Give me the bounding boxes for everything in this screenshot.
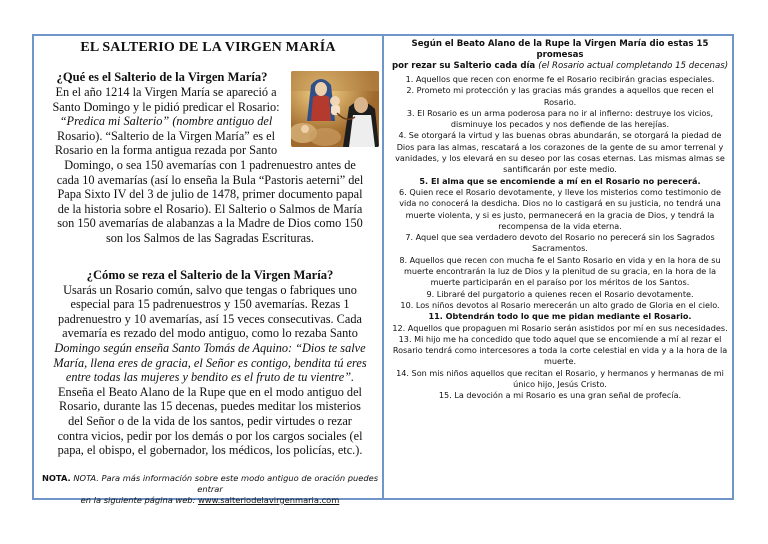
promise-item: 10. Los niños devotos al Rosario merecerán un alto grado de Gloria en el cielo. [400, 299, 720, 310]
website-link[interactable]: www.salteriodelavirgenmaria.com [198, 495, 340, 505]
q2-line: especial para 15 padrenuestros y 150 avemarías. Rezas 1 [70, 297, 350, 312]
q1-line: Papa Sixto IV del 3 de julio de 1478, primer documento papal [57, 187, 363, 202]
q2-line: papa, el obispo, el gobernador, los médicos, los policías, etc.). [57, 443, 363, 458]
promise-item: 1. Aquellos que recen con enorme fe el Rosario recibirán gracias especiales. [405, 74, 715, 84]
q1-section [40, 70, 290, 85]
promises-heading [390, 39, 730, 72]
promise-item: 7. Aquel que sea verdadero devoto del Rosario no perecerá sin los Sagrados Sacramentos. [405, 232, 715, 254]
q1-line: En el año 1214 la Virgen María se apareció a [55, 85, 277, 99]
promises-heading-line1: Según el Beato Alano de la Rupe la Virgen María dio estas 15 promesas [411, 39, 709, 60]
promise-item: 9. Libraré del purgatorio a quienes recen el Rosario devotamente. [426, 288, 694, 299]
promises-heading-italic: (el Rosario actual completando 15 decenas) [538, 61, 729, 71]
promise-item: 5. El alma que se encomiende a mí en el Rosario no perecerá. [419, 175, 701, 186]
q2-line: padrenuestro y 10 avemarías, así 15 veces consecutivas. Cada [58, 311, 362, 326]
left-card [32, 34, 384, 505]
q1-line: Santo Domingo y le pidió predicar el Rosario: [52, 99, 280, 114]
q2-heading: ¿Cómo se reza el Salterio de la Virgen María? [86, 268, 334, 282]
q1-line: cada 10 avemarías (así lo enseña la Bula “Pastoris aeterni” del [56, 172, 364, 187]
q1-line: Domingo, o sea 150 avemarías con 1 padrenuestro antes de [64, 157, 356, 172]
q2-line: Usarás un Rosario común, salvo que tengas o fabriques uno [63, 282, 357, 297]
promise-item: 8. Aquellos que recen con mucha fe el Santo Rosario en vida y en la hora de su muerte encontrarán la luz de Dios y la plenitud de su gracia, en la hora de la muerte participarán en el paraíso por los méritos de los Santos. [399, 254, 721, 288]
q2-section [40, 268, 380, 458]
q1-line-quote: “Predica mi Salterio” (nombre antiguo del [59, 114, 273, 129]
promise-item: 13. Mi hijo me ha concedido que todo aquel que se encomiende a mí al rezar el Rosario tendrá como intercesores a toda la corte celestial en vida y a la hora de la muerte. [392, 333, 728, 367]
right-card [382, 34, 734, 500]
promises-list [390, 74, 730, 402]
q2-line: entre todas las mujeres y bendito es el fruto de tu vientre”. [65, 370, 355, 385]
note-prefix: en la siguiente página web: [80, 495, 199, 505]
promises-heading-bold: por rezar su Salterio cada día [391, 61, 539, 71]
q2-line: del Señor o de la vida de los santos, pedir virtudes o rezar [68, 413, 352, 428]
q1-line: son los Salmos de las Sagradas Escrituras. [106, 230, 314, 245]
q2-line: contra vicios, pedir por los demás o por los cargos sociales (el [57, 428, 363, 443]
q1-line: son 150 avemarías de alabanzas a la Madre de Dios como 150 [57, 216, 363, 231]
note-line: NOTA. Para más información sobre este modo antiguo de oración puedes entrar [73, 473, 379, 494]
q2-line: Rosario, durante las 15 decenas, puedes meditar los misterios [59, 399, 361, 414]
promise-item: 14. Son mis niños aquellos que recitan el Rosario, y hermanos y hermanas de mi único hijo, Jesús Cristo. [396, 367, 724, 390]
promise-item: 12. Aquellos que propaguen mi Rosario serán asistidos por mí en sus necesidades. [392, 322, 728, 333]
q2-line: Domingo según enseña Santo Tomás de Aquino: “Dios te salve [54, 340, 366, 355]
q2-line: María, llena eres de gracia, el Señor es contigo, bendita tú eres [53, 355, 367, 370]
promise-item: 6. Quien rece el Rosario devotamente, y lleve los misterios como testimonio de vida no conocerá la desdicha. Dios no lo castigará en su justicia, no tendrá una muerte violenta, y si es justo, permanecerá en la gracia de Dios, y tendrá la recompensa de la vida eterna. [399, 186, 721, 231]
q1-line: Rosario). “Salterio de la Virgen María” es el [56, 128, 276, 143]
q1-line: de la historia sobre el Rosario). El Salterio o Salmos de María [57, 201, 363, 216]
q1-body [40, 85, 380, 246]
footnote: NOTA. NOTA. Para más información sobre este modo antiguo de oración puedes entrar en la siguiente página web: www.salteriodelavirgenmaria.com [41, 473, 379, 505]
promise-item: 11. Obtendrán todo lo que me pidan mediante el Rosario. [428, 311, 692, 322]
q1-line: Rosario en la forma antigua rezada por Santo [54, 143, 278, 158]
page-title: EL SALTERIO DE LA VIRGEN MARÍA [80, 40, 336, 55]
q1-heading: ¿Qué es el Salterio de la Virgen María? [56, 70, 268, 84]
promise-item: 2. Prometo mi protección y las gracias más grandes a aquellos que recen el Rosario. [406, 85, 714, 107]
q1-line [40, 114, 292, 129]
q2-line: avemaría es rezado del modo antiguo, como lo rezaba Santo [62, 326, 358, 341]
promise-item: 4. Se otorgará la virtud y las buenas obras abundarán, se otorgará la piedad de Dios para las almas, rescatará a los corazones de la gente de su amor terrenal y vanidades, y los elevará en su deseo por las cosas eternas. Las mismas almas se santificarán por este medio. [395, 130, 725, 175]
q2-line: Enseña el Beato Alano de la Rupe que en el modo antiguo del [58, 384, 362, 399]
promise-item: 3. El Rosario es un arma poderosa para no ir al infierno: destruye los vicios, disminuye los pecados y nos defiende de las herejías. [406, 107, 714, 130]
promise-item: 15. La devoción a mi Rosario es una gran señal de profecía. [438, 390, 682, 401]
